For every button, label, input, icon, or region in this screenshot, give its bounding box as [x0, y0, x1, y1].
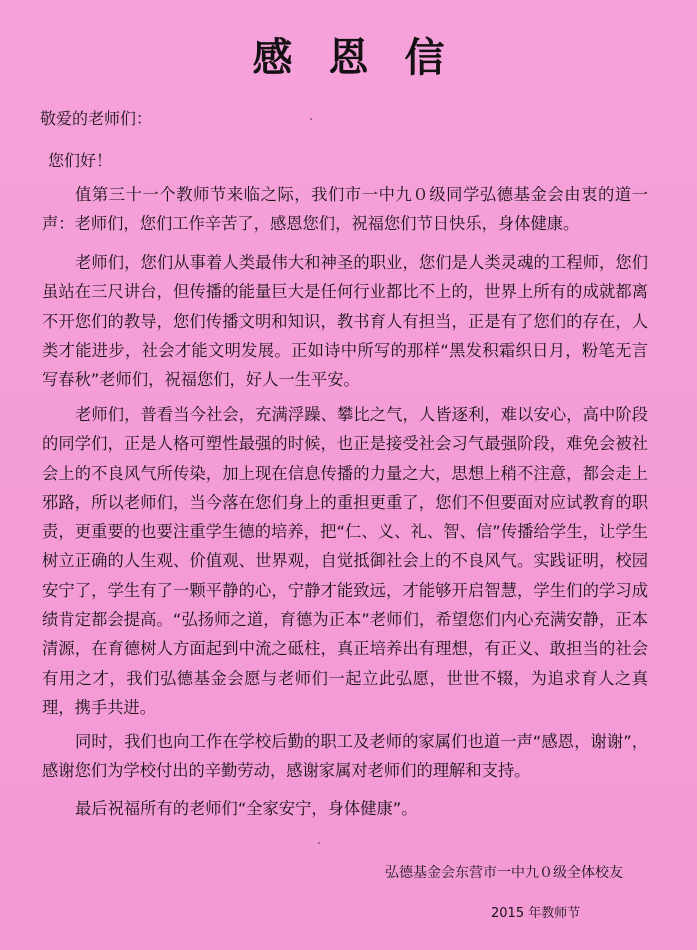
paragraph-4: 同时，我们也向工作在学校后勤的职工及老师的家属们也道一声“感恩，谢谢”，感谢您们为学校付出的辛勤劳动，感谢家属对老师们的理解和支持。: [42, 732, 648, 781]
paragraph-2: 老师们，您们从事着人类最伟大和神圣的职业，您们是人类灵魂的工程师，您们虽站在三尺讲台，但传播的能量巨大是任何行业都比不上的，世界上所有的成就都离不开您们的教导，您们传播文明和知识，教书育人有担当，正是有了您们的存在，人类才能进步，社会才能文明发展。正如诗中所写的那样“黑发积霜织日月，粉笔无言写春秋”老师们，祝福您们，好人一生平安。: [42, 253, 648, 390]
letter-title: 感恩信: [252, 35, 481, 81]
paper-speck: [318, 842, 320, 844]
letter-date: 2015 年教师节: [491, 906, 581, 921]
paragraph-1: 值第三十一个教师节来临之际，我们市一中九０级同学弘德基金会由衷的道一声：老师们，您们工作辛苦了，感恩您们，祝福您们节日快乐，身体健康。: [42, 185, 648, 234]
salutation: 敬爱的老师们：: [40, 109, 153, 128]
signature: 弘德基金会东营市一中九０级全体校友: [385, 865, 623, 881]
paper-speck: [310, 118, 312, 120]
greeting: 您们好！: [48, 151, 113, 170]
paragraph-5: 最后祝福所有的老师们“全家安宁，身体健康”。: [75, 799, 418, 818]
paragraph-3: 老师们，普看当今社会，充满浮躁、攀比之气，人皆逐利，难以安心，高中阶段的同学们，正是人格可塑性最强的时候，也正是接受社会习气最强阶段，难免会被社会上的不良风气所传染，加上现在信息传播的力量之大，思想上稍不注意，都会走上邪路，所以老师们，当今落在您们身上的重担更重了，您们不但要面对应试教育的职责，更重要的也要注重学生德的培养，把“仁、义、礼、智、信”传播给学生，让学生树立正确的人生观、价值观、世界观，自觉抵御社会上的不良风气。实践证明，校园安宁了，学生有了一颗平静的心，宁静才能致远，才能够开启智慧，学生们的学习成绩肯定都会提高。“弘扬师之道，育德为正本”老师们，希望您们内心充满安静，正本清源，在育德树人方面起到中流之砥柱，真正培养出有理想，有正义、敢担当的社会有用之才，我们弘德基金会愿与老师们一起立此弘愿，世世不辍，为追求育人之真理，携手共进。: [42, 405, 648, 717]
